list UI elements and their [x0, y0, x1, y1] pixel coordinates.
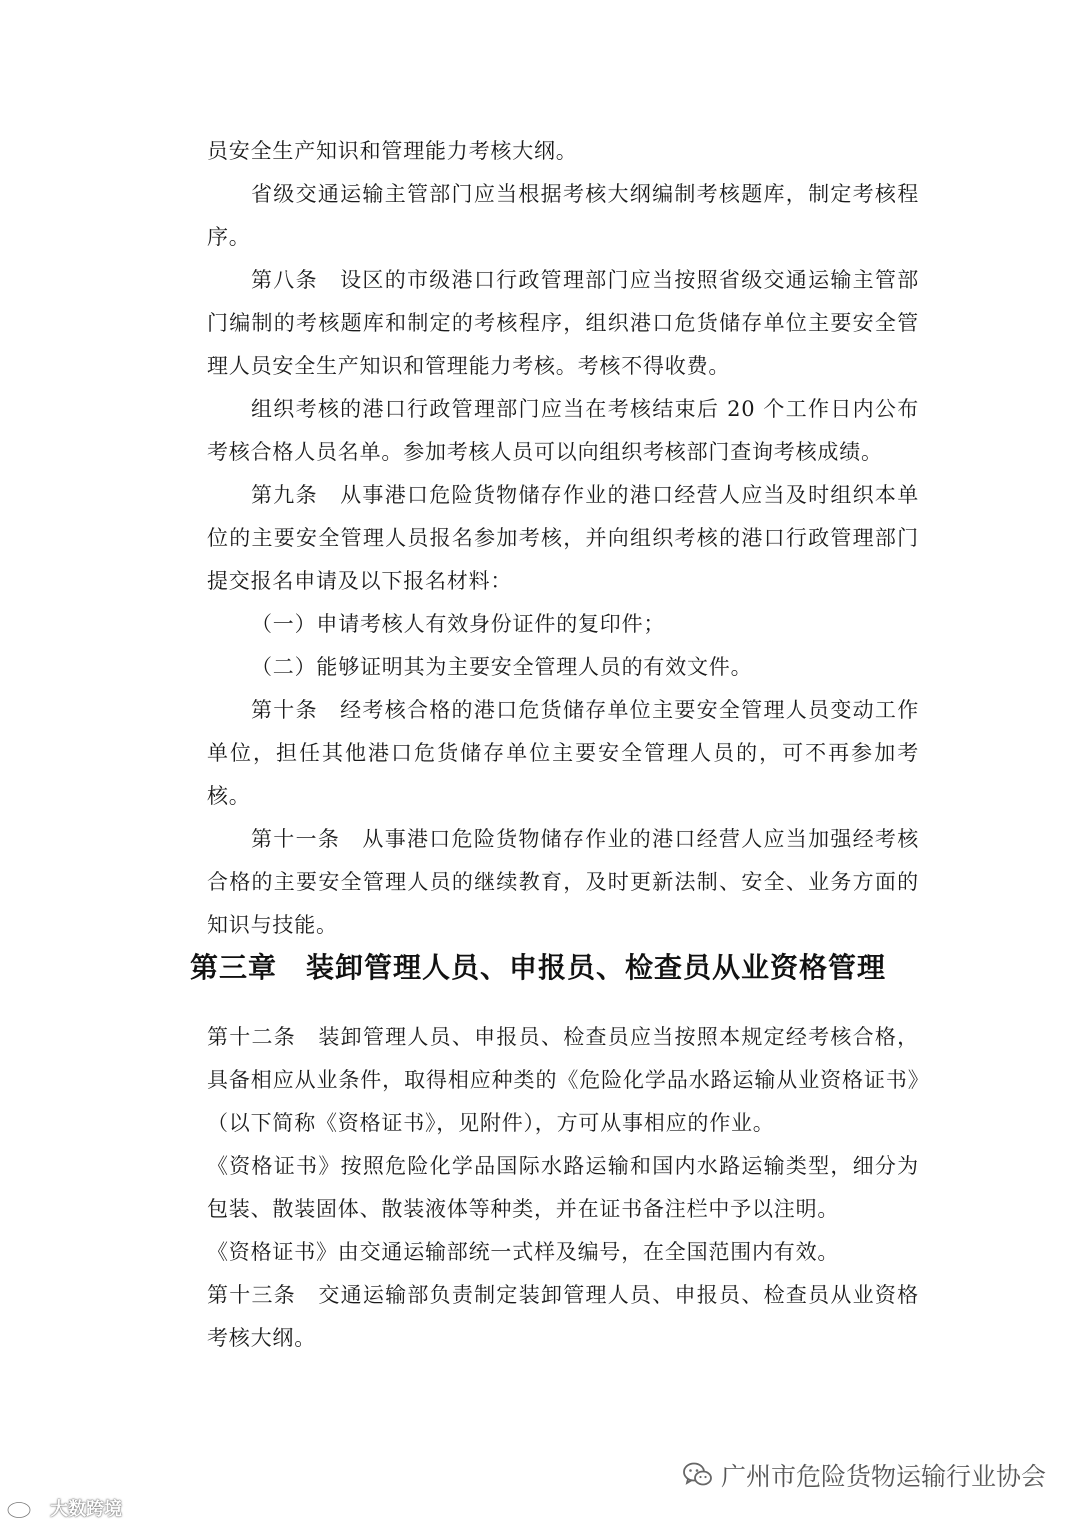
paragraph: 员安全生产知识和管理能力考核大纲。 — [207, 139, 578, 163]
paragraph: 《资格证书》按照危险化学品国际水路运输和国内水路运输类型，细分为包装、散装固体、散装液体等种类，并在证书备注栏中予以注明。 — [207, 1154, 919, 1221]
weibo-icon — [6, 1497, 46, 1519]
source-watermark — [6, 1495, 122, 1521]
paragraph: 组织考核的港口行政管理部门应当在考核结束后 20 个工作日内公布考核合格人员名单。参加考核人员可以向组织考核部门查询考核成绩。 — [207, 397, 919, 464]
text-block-top — [207, 130, 919, 947]
paragraph: 《资格证书》由交通运输部统一式样及编号，在全国范围内有效。 — [207, 1240, 840, 1264]
paragraph: 第十三条 交通运输部负责制定装卸管理人员、申报员、检查员从业资格考核大纲。 — [207, 1283, 919, 1350]
association-watermark — [683, 1457, 1046, 1493]
source-name: 大数跨境 — [50, 1499, 122, 1520]
paragraph: 第十一条 从事港口危险货物储存作业的港口经营人应当加强经考核合格的主要安全管理人员的继续教育，及时更新法制、安全、业务方面的知识与技能。 — [207, 827, 919, 937]
association-name: 广州市危险货物运输行业协会 — [720, 1462, 1046, 1491]
text-block-bottom — [207, 1016, 919, 1360]
paragraph: 第九条 从事港口危险货物储存作业的港口经营人应当及时组织本单位的主要安全管理人员报名参加考核，并向组织考核的港口行政管理部门提交报名申请及以下报名材料： — [207, 483, 919, 593]
paragraph: 第八条 设区的市级港口行政管理部门应当按照省级交通运输主管部门编制的考核题库和制定的考核程序，组织港口危货储存单位主要安全管理人员安全生产知识和管理能力考核。考核不得收费。 — [207, 268, 919, 378]
chapter-title: 第三章 装卸管理人员、申报员、检查员从业资格管理 — [190, 951, 887, 984]
paragraph: 第十二条 装卸管理人员、申报员、检查员应当按照本规定经考核合格，具备相应从业条件，取得相应种类的《危险化学品水路运输从业资格证书》（以下简称《资格证书》，见附件），方可从事相应的作业。 — [207, 1025, 919, 1135]
paragraph: 第十条 经考核合格的港口危货储存单位主要安全管理人员变动工作单位，担任其他港口危货储存单位主要安全管理人员的，可不再参加考核。 — [207, 698, 919, 808]
paragraph: （二）能够证明其为主要安全管理人员的有效文件。 — [251, 655, 753, 679]
wechat-icon — [683, 1462, 713, 1488]
paragraph: （一）申请考核人有效身份证件的复印件； — [251, 612, 666, 636]
paragraph: 省级交通运输主管部门应当根据考核大纲编制考核题库，制定考核程序。 — [207, 182, 919, 249]
